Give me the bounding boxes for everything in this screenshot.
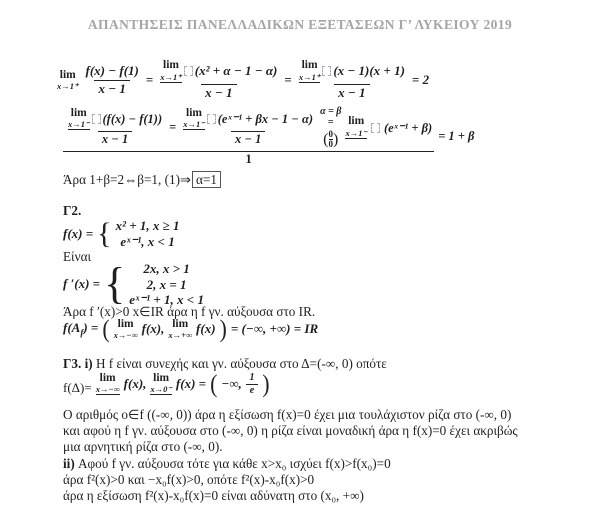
g3-ii-line: ii) Αφού f γν. αύξουσα τότε για κάθε x>x₀ ισχύει f(x)>f(x₀)=0	[63, 456, 391, 471]
fprime-piecewise	[63, 261, 204, 308]
range-line: $f(A_f)$ = ( lim x→−∞ f(x), lim x→+∞ f(x) ) = (−∞, +∞) = IR	[63, 314, 319, 343]
equation-result: = 2	[411, 72, 430, 88]
g3-ii-label: ii)	[63, 456, 75, 471]
monotonicity-line: Άρα f ′(x)>0 x∈IR άρα η f γν. αύξουσα στο IR.	[63, 304, 316, 319]
equation-result: = 1 + β	[438, 129, 475, 143]
limit-operator: lim x→1⁻	[68, 106, 90, 130]
denominator-one: 1	[63, 151, 434, 167]
range-lhs: $f(A_f)$ =	[63, 320, 99, 338]
annotation-alpha-beta: α = β = ( 0 0 )	[320, 106, 342, 149]
missing-glyph-box-icon	[184, 66, 193, 76]
g3-i-label: Γ3. i)	[63, 356, 93, 371]
zero-over-zero: ( 0 0 )	[323, 129, 339, 149]
fraction: lim x→1⁺ (x² + α − 1 − α) x − 1	[160, 59, 278, 100]
brace-icon: {	[104, 259, 126, 309]
fdelta-line: f(Δ)= lim x→−∞ f(x), lim x→0⁻ f(x) = ( −∞, $\frac{1}{e}$ )	[63, 369, 270, 398]
einai-label: Είναι	[63, 249, 92, 264]
missing-glyph-box-icon	[371, 123, 380, 133]
limit-operator: lim x→1⁺	[298, 59, 321, 82]
limit-operator: lim x→1⁺	[160, 59, 182, 82]
fraction: lim x→1⁻ (f(x) − f(1)) x − 1	[68, 106, 163, 147]
conclusion-text: Άρα 1+β=2⇔β=1, (1)⇒	[63, 172, 192, 187]
missing-glyph-box-icon	[207, 114, 216, 124]
g3-ii-line3: άρα η εξίσωση f²(x)-x₀f(x)=0 είναι αδύνατη στο (x₀, +∞)	[63, 488, 364, 503]
fprime-lhs: f ′(x) =	[63, 276, 101, 292]
equation-left-limit	[63, 106, 474, 167]
piecewise-row: 2, x = 1	[146, 276, 187, 292]
close-paren: )	[262, 369, 270, 398]
equals-sign: =	[145, 72, 154, 88]
one-over-e-fraction: $\frac{1}{e}$	[246, 372, 258, 396]
equals-sign: =	[169, 120, 177, 134]
equation-right-limit	[57, 60, 429, 101]
close-paren: )	[219, 314, 227, 343]
big-fraction: lim x→1⁻ (f(x) − f(1)) x − 1 = lim x→1⁻ (eˣ⁻¹ + βx − 1 − α) x − 1 α = β = ( 0 0 ) lim x→1⁻ (eˣ⁻¹ + β) 1	[63, 106, 434, 167]
limit-operator: lim x→1⁺	[57, 68, 79, 92]
missing-glyph-box-icon	[322, 66, 331, 76]
fraction: $\frac{f(x) - f(1)}{x - 1}$	[85, 63, 139, 97]
fdelta-lhs: f(Δ)=	[63, 380, 92, 395]
limit-operator: lim x→−∞	[95, 371, 120, 395]
limit-operator: lim x→1⁻	[183, 106, 205, 130]
limit-operator: lim x→+∞	[168, 317, 193, 340]
g3-i-line: Γ3. i) Η f είναι συνεχής και γν. αύξουσα στο Δ=(-∞, 0) οπότε	[63, 356, 387, 371]
missing-glyph-box-icon	[92, 114, 101, 124]
limit-operator: lim x→0⁻	[150, 371, 172, 395]
fx-piecewise	[63, 218, 180, 249]
range-result: = (−∞, +∞) = IR	[230, 321, 319, 336]
limit-operator: lim x→1⁻	[345, 115, 367, 138]
piecewise-row: 2x, x > 1	[143, 261, 190, 276]
paragraph-line: και αφού η f γν. αύξουσα στο (-∞, 0) η ρίζα είναι μοναδική άρα η f(x)=0 έχει ακριβώς	[63, 423, 518, 438]
open-paren: (	[210, 369, 218, 398]
open-paren: (	[102, 314, 110, 343]
conclusion-line	[63, 172, 221, 188]
fraction: lim x→1⁺ (x − 1)(x + 1) x − 1	[298, 59, 405, 100]
piecewise-row: x² + 1, x ≥ 1	[115, 218, 180, 233]
section-g2-heading: Γ2.	[63, 203, 82, 218]
piecewise-row: eˣ⁻¹ + 1, x < 1	[129, 292, 204, 308]
paragraph-line: μια αρνητική ρίζα στο (-∞, 0).	[63, 439, 223, 454]
page-title: ΑΠΑΝΤΗΣΕΙΣ ΠΑΝΕΛΛΑΔΙΚΩΝ ΕΞΕΤΑΣΕΩΝ Γ’ ΛΥΚΕΙΟΥ 2019	[87, 17, 513, 32]
limit-operator: lim x→−∞	[113, 317, 138, 340]
equals-sign: =	[284, 72, 292, 88]
piecewise-row: eˣ⁻¹, x < 1	[120, 233, 175, 249]
fx-lhs: f(x) =	[63, 225, 94, 241]
boxed-answer: α=1	[192, 171, 221, 188]
brace-icon: {	[97, 216, 112, 250]
paragraph-line: Ο αριθμός ο∈f ((-∞, 0)) άρα η εξίσωση f(x)=0 έχει μια τουλάχιστον ρίζα στο (-∞, 0)	[63, 407, 512, 422]
g3-ii-line2: άρα f²(x)>0 και −x₀f(x)>0, οπότε f²(x)-x₀f(x)>0	[63, 472, 315, 487]
fraction: lim x→1⁻ (eˣ⁻¹ + βx − 1 − α) x − 1	[183, 106, 314, 147]
